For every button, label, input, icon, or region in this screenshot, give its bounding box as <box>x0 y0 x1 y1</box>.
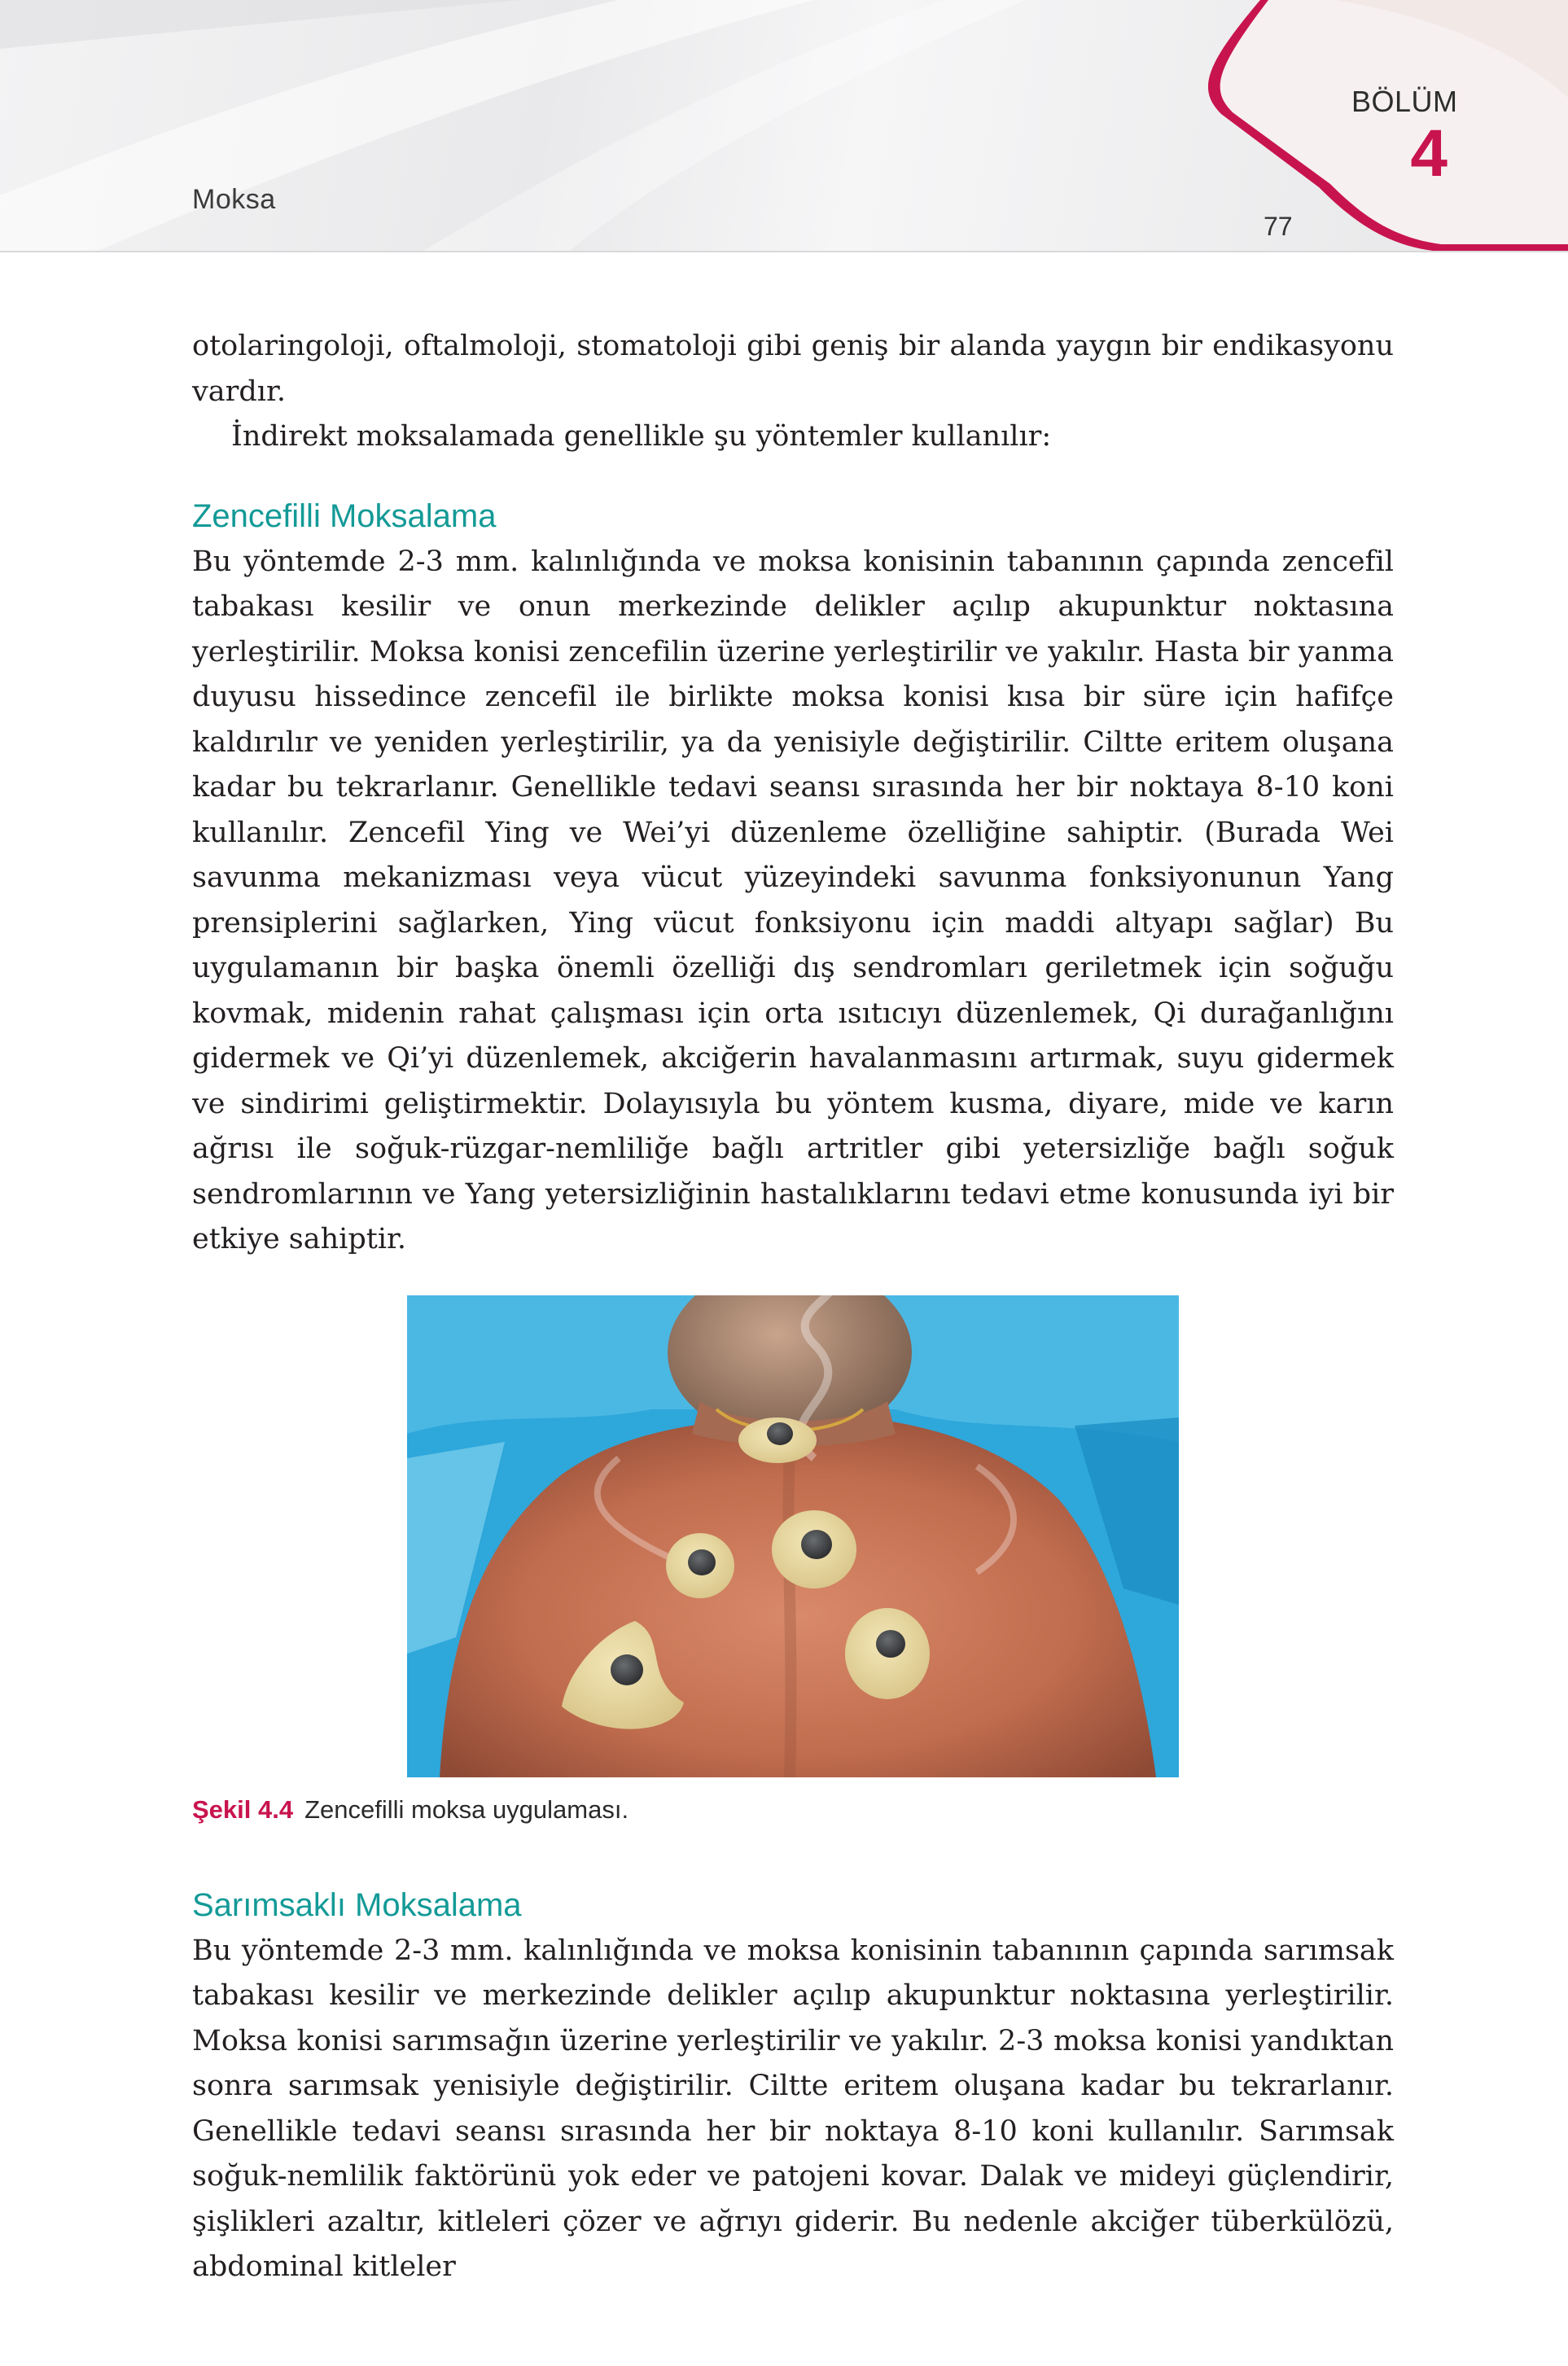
figure-photo <box>407 1295 1179 1777</box>
intro-paragraph: otolaringoloji, oftalmoloji, stomatoloji gibi geniş bir alanda yaygın bir endikasyonu vardır. <box>192 330 1394 408</box>
ginger-moxa-back-illustration <box>407 1295 1179 1777</box>
intro-methods-paragraph: İndirekt moksalamada genellikle şu yöntemler kullanılır: <box>231 420 1052 453</box>
page-number: 77 <box>1264 212 1293 241</box>
figure-caption <box>192 1795 629 1825</box>
chapter-number: 4 <box>1410 116 1448 191</box>
figure-caption-text: Zencefilli moksa uygulaması. <box>304 1794 629 1824</box>
page-header <box>0 0 1568 252</box>
running-head: Moksa <box>192 184 276 215</box>
section-paragraph-ginger: Bu yöntemde 2-3 mm. kalınlığında ve moksa konisinin tabanının çapında zencefil tabakası kesilir ve onun merkezinde delikler açılıp akupunktur noktasına yerleştirilir. Moksa konisi zencefilin üzerine yerleştirilir ve yakılır. Hasta bir yanma duyusu hissedince zencefil ile birlikte moksa konisi kısa bir süre için hafifçe kaldırılır ve yeniden yerleştirilir, ya da yenisiyle değiştirilir. Ciltte eritem oluşana kadar bu tekrarlanır. Genellikle tedavi seansı sırasında her bir noktaya 8-10 koni kullanılır. Zencefil Ying ve Wei’yi düzenleme özelliğine sahiptir. (Burada Wei savunma mekanizması veya vücut yüzeyindeki savunma fonksiyonunun Yang prensiplerini sağlarken, Ying vücut fonksiyonu için maddi altyapı sağlar) Bu uygulamanın bir başka önemli özelliği dış sendromları geriletmek için soğuğu kovmak, midenin rahat çalışması için orta ısıtıcıyı düzenlemek, Qi durağanlığını gidermek ve Qi’yi düzenlemek, akciğerin havalanmasını artırmak, suyu gidermek ve sindirimi geliştirmektir. Dolayısıyla bu yöntem kusma, diyare, mide ve karın ağrısı ile soğuk-rüzgar-nemliliğe bağlı artritler gibi yetersizliğe bağlı soğuk sendromlarının ve Yang yetersizliğinin hastalıklarını tedavi etme konusunda iyi bir etkiye sahiptir. <box>192 545 1394 1255</box>
figure <box>192 1295 1394 1882</box>
chapter-label: BÖLÜM <box>1351 85 1458 118</box>
section-paragraph-garlic: Bu yöntemde 2-3 mm. kalınlığında ve moksa konisinin tabanının çapında sarımsak tabakası kesilir ve merkezinde delikler açılıp akupunktur noktasına yerleştirilir. Moksa konisi sarımsağın üzerine yerleştirilir ve yakılır. 2-3 moksa konisi yandıktan sonra sarımsak yenisiyle değiştirilir. Ciltte eritem oluşana kadar bu tekrarlanır. Genellikle tedavi seansı sırasında her bir noktaya 8-10 koni kullanılır. Sarımsak soğuk-nemlilik faktörünü yok eder ve patojeni kovar. Dalak ve mideyi güçlendirir, şişlikleri azaltır, kitleleri çözer ve ağrıyı giderir. Bu nedenle akciğer tüberkülözü, abdominal kitleler <box>192 1934 1394 2283</box>
section-heading-ginger: Zencefilli Moksalama <box>192 497 497 534</box>
figure-label: Şekil 4.4 <box>192 1794 294 1824</box>
page-content <box>192 324 1394 2290</box>
section-heading-garlic: Sarımsaklı Moksalama <box>192 1886 522 1923</box>
